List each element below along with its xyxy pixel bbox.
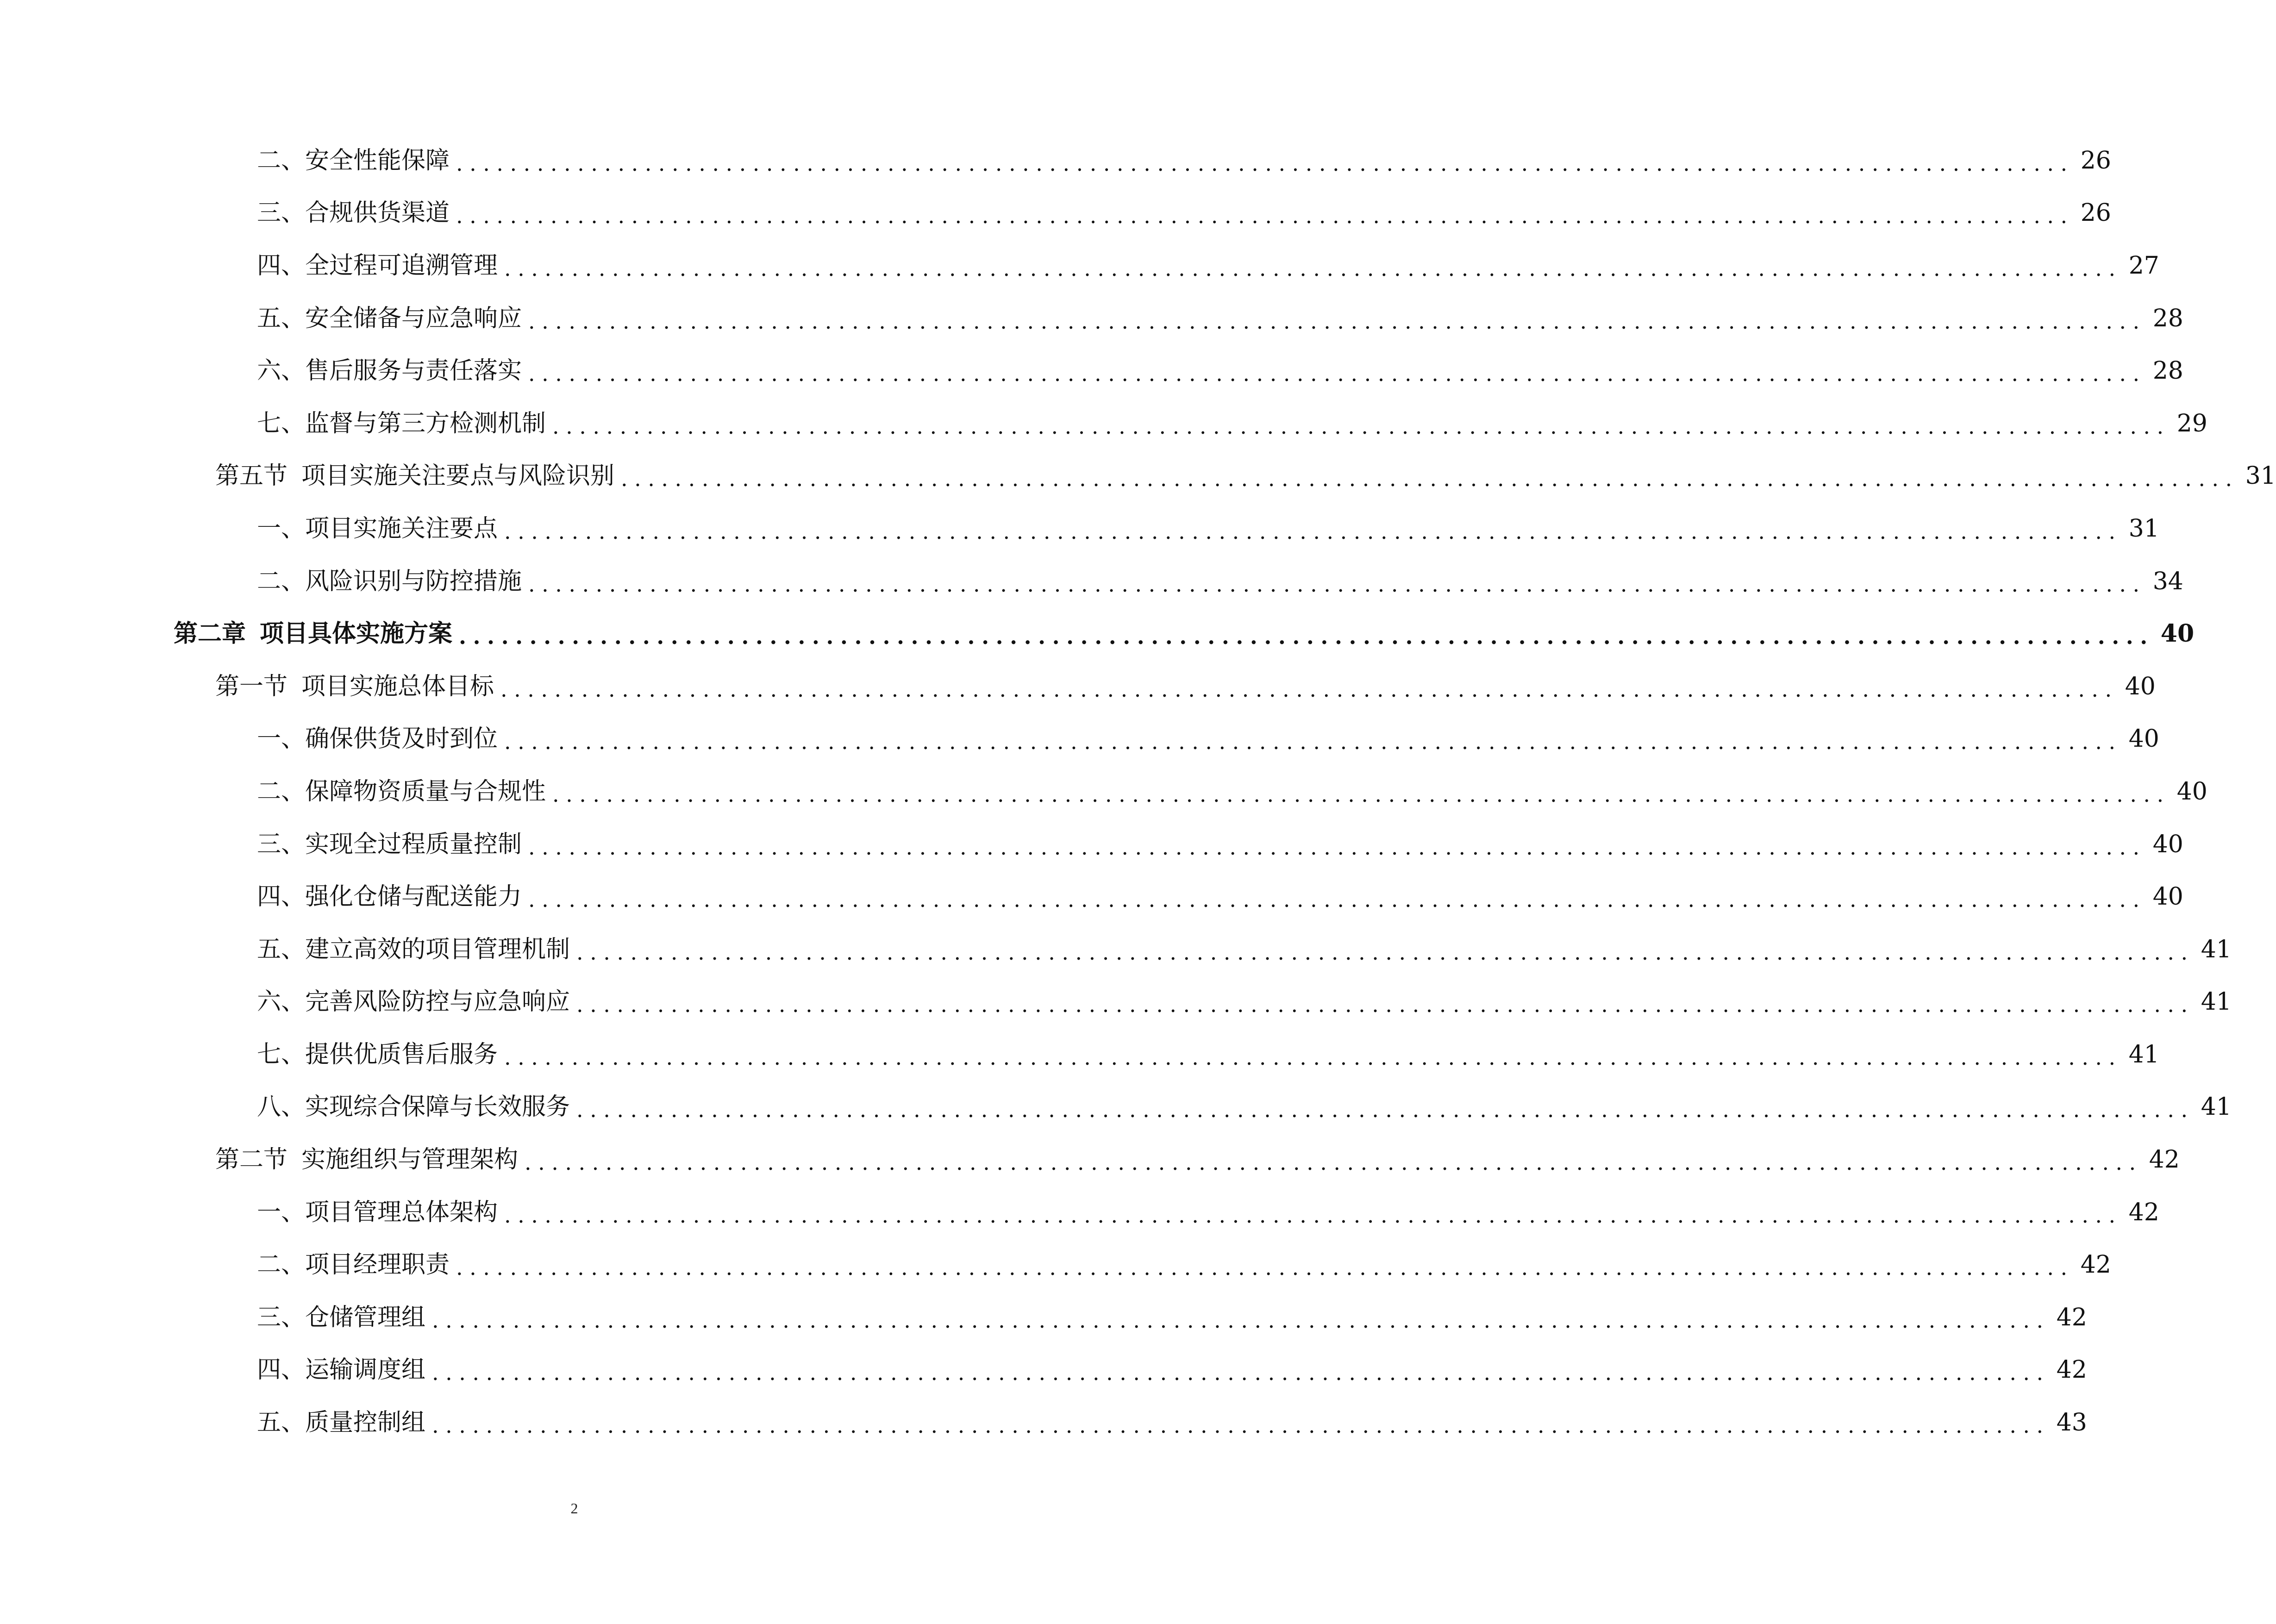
toc-dot-leader: ........................................................................................................................ [504,1202,2122,1228]
toc-dot-leader: ........................................................................................................................ [432,1413,2050,1438]
toc-dot-leader: ........................................................................................................................ [456,1255,2074,1280]
toc-entry-number: 第五节 [215,462,288,490]
toc-dot-leader: ........................................................................................................................ [459,624,2154,650]
toc-entry-page: 41 [2201,935,2232,963]
toc-entry-title: 提供优质售后服务 [305,1040,498,1068]
toc-entry-number: 第二节 [215,1146,288,1174]
toc-entry-title: 完善风险防控与应急响应 [305,988,570,1016]
toc-entry[interactable] [0,344,2183,397]
table-of-contents [0,134,2276,1449]
toc-entry-page: 40 [2176,777,2207,806]
toc-dot-leader: ........................................................................................................................ [432,1307,2050,1333]
toc-entry-number: 七、 [257,409,306,437]
toc-entry-number: 六、 [257,988,306,1016]
toc-entry[interactable] [0,713,2159,766]
toc-entry-page: 28 [2152,304,2183,332]
toc-entry[interactable] [0,1291,2087,1344]
toc-entry-number: 四、 [257,883,306,911]
toc-entry-page: 26 [2080,199,2111,227]
toc-entry[interactable] [0,502,2159,555]
toc-entry[interactable] [0,1028,2159,1081]
toc-entry[interactable] [0,239,2159,292]
toc-entry-page: 42 [2080,1251,2111,1279]
toc-entry-page: 43 [2056,1409,2087,1437]
toc-entry[interactable] [0,818,2183,871]
toc-entry-number: 五、 [257,304,306,332]
toc-dot-leader: ........................................................................................................................ [504,729,2122,755]
toc-entry[interactable] [0,187,2111,240]
toc-entry-number: 第二章 [174,619,246,648]
toc-entry[interactable] [0,607,2195,660]
toc-entry[interactable] [0,450,2276,503]
toc-entry-page: 28 [2152,357,2183,385]
toc-entry-page: 42 [2056,1303,2087,1331]
toc-entry[interactable] [0,1344,2087,1397]
toc-dot-leader: ........................................................................................................................ [576,1097,2195,1123]
toc-entry-number: 三、 [257,199,306,227]
toc-entry[interactable] [0,923,2232,976]
toc-entry-number: 一、 [257,725,306,753]
toc-entry[interactable] [0,660,2156,713]
toc-dot-leader: ........................................................................................................................ [432,1360,2050,1386]
toc-entry-page: 26 [2080,146,2111,175]
toc-entry-page: 41 [2201,1093,2232,1121]
toc-entry-title: 售后服务与责任落实 [305,357,522,385]
toc-dot-leader: ........................................................................................................................ [528,308,2146,334]
toc-entry-page: 42 [2056,1356,2087,1384]
toc-entry[interactable] [0,870,2183,923]
toc-entry-title: 项目具体实施方案 [260,619,453,648]
toc-entry-number: 四、 [257,1356,306,1384]
toc-entry-page: 40 [2160,619,2195,648]
toc-entry-number: 五、 [257,935,306,963]
toc-entry-title: 质量控制组 [305,1409,426,1437]
toc-entry-number: 二、 [257,567,306,595]
toc-entry-title: 保障物资质量与合规性 [305,777,546,806]
toc-entry-number: 七、 [257,1040,306,1068]
toc-entry-page: 34 [2152,567,2183,595]
toc-entry-title: 实施组织与管理架构 [301,1146,519,1174]
toc-entry[interactable] [0,1396,2087,1449]
toc-entry-page: 40 [2152,830,2183,858]
toc-entry[interactable] [0,1133,2180,1186]
toc-entry-title: 项目管理总体架构 [305,1198,498,1226]
toc-entry-title: 建立高效的项目管理机制 [305,935,570,963]
toc-dot-leader: ........................................................................................................................ [456,150,2074,176]
toc-entry-title: 实现综合保障与长效服务 [305,1093,570,1121]
toc-entry-title: 仓储管理组 [305,1303,426,1331]
toc-dot-leader: ........................................................................................................................ [456,203,2074,229]
toc-dot-leader: ........................................................................................................................ [621,466,2239,492]
toc-dot-leader: ........................................................................................................................ [528,361,2146,387]
toc-dot-leader: ........................................................................................................................ [504,518,2122,544]
toc-entry-title: 项目经理职责 [305,1251,450,1279]
toc-entry-number: 五、 [257,1409,306,1437]
toc-dot-leader: ........................................................................................................................ [500,676,2119,702]
toc-entry-page: 41 [2201,988,2232,1016]
toc-entry-title: 合规供货渠道 [305,199,450,227]
toc-entry-number: 第一节 [215,672,288,700]
toc-entry-number: 八、 [257,1093,306,1121]
toc-dot-leader: ........................................................................................................................ [528,834,2146,860]
toc-entry-title: 项目实施关注要点与风险识别 [301,462,615,490]
toc-entry-page: 31 [2245,462,2276,490]
toc-entry-page: 40 [2125,672,2156,700]
toc-entry-number: 三、 [257,830,306,858]
toc-entry[interactable] [0,555,2183,608]
toc-entry-title: 强化仓储与配送能力 [305,883,522,911]
toc-entry-title: 运输调度组 [305,1356,426,1384]
toc-entry[interactable] [0,976,2232,1029]
toc-entry-title: 实现全过程质量控制 [305,830,522,858]
toc-dot-leader: ........................................................................................................................ [504,256,2122,281]
toc-dot-leader: ........................................................................................................................ [528,571,2146,597]
toc-entry[interactable] [0,1238,2111,1291]
toc-entry[interactable] [0,134,2111,187]
toc-entry-title: 项目实施关注要点 [305,514,498,543]
toc-dot-leader: ........................................................................................................................ [576,992,2195,1018]
toc-entry-page: 42 [2149,1146,2180,1174]
toc-entry-number: 二、 [257,146,306,175]
toc-entry-title: 安全性能保障 [305,146,450,175]
toc-entry-title: 确保供货及时到位 [305,725,498,753]
toc-entry[interactable] [0,765,2207,818]
toc-entry-number: 二、 [257,1251,306,1279]
toc-entry-page: 27 [2128,251,2159,280]
toc-entry[interactable] [0,292,2183,345]
toc-dot-leader: ........................................................................................................................ [552,413,2170,439]
toc-entry-number: 三、 [257,1303,306,1331]
toc-entry-title: 全过程可追溯管理 [305,251,498,280]
toc-dot-leader: ........................................................................................................................ [504,1044,2122,1070]
toc-entry-page: 40 [2152,883,2183,911]
toc-entry-title: 风险识别与防控措施 [305,567,522,595]
toc-dot-leader: ........................................................................................................................ [552,781,2170,807]
toc-entry-page: 29 [2176,409,2207,437]
toc-entry-title: 安全储备与应急响应 [305,304,522,332]
toc-entry-number: 一、 [257,1198,306,1226]
toc-entry-page: 40 [2128,725,2159,753]
toc-entry[interactable] [0,1186,2159,1239]
toc-entry-number: 二、 [257,777,306,806]
page-number: 2 [570,1500,578,1517]
toc-entry-page: 42 [2128,1198,2159,1226]
toc-entry-number: 六、 [257,357,306,385]
toc-dot-leader: ........................................................................................................................ [576,939,2195,965]
toc-entry-number: 一、 [257,514,306,543]
toc-entry-number: 四、 [257,251,306,280]
toc-entry-title: 项目实施总体目标 [301,672,494,700]
toc-entry-page: 31 [2128,514,2159,543]
toc-entry-title: 监督与第三方检测机制 [305,409,546,437]
toc-dot-leader: ........................................................................................................................ [528,887,2146,912]
toc-entry[interactable] [0,397,2207,450]
toc-dot-leader: ........................................................................................................................ [525,1150,2143,1175]
toc-entry-page: 41 [2128,1040,2159,1068]
toc-entry[interactable] [0,1081,2232,1134]
